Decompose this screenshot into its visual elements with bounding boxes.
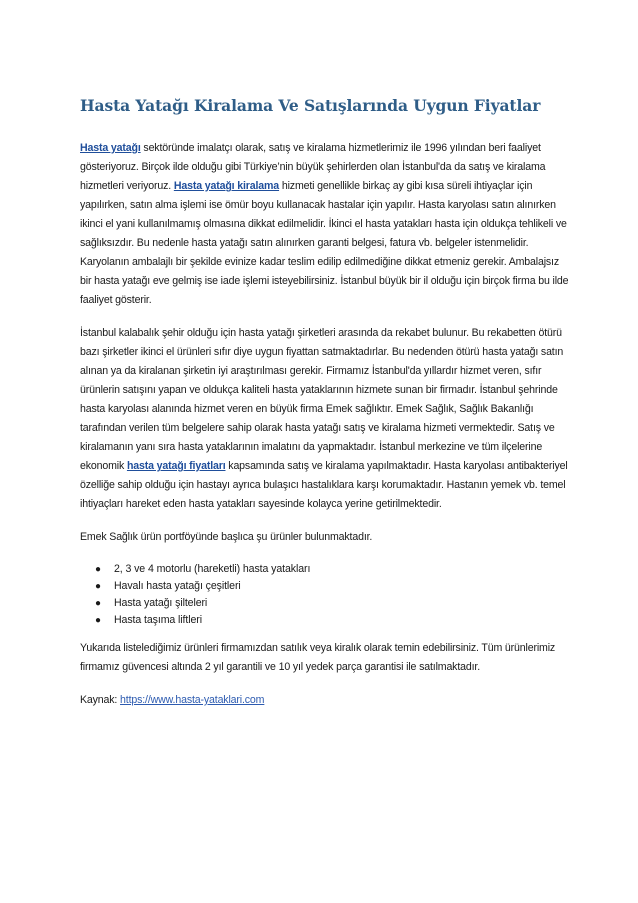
bullet-icon: ●: [95, 564, 101, 575]
hasta-yatagi-fiyatlari-link[interactable]: hasta yatağı fiyatları: [126, 460, 226, 472]
product-label: 2, 3 ve 4 motorlu (hareketli) hasta yatakları: [114, 563, 311, 575]
bullet-icon: ●: [95, 615, 101, 626]
guarantee-paragraph: Yukarıda listelediğimiz ürünleri firmamızdan satılık veya kiralık olarak temin edebilirsiniz. Tüm ürünlerimiz firmamız güvencesi altında 2 yıl garantili ve 10 yıl yedek parça garantisi ile satılmaktadır.: [80, 642, 556, 673]
product-label: Hasta taşıma liftleri: [114, 614, 202, 626]
intro-text-2: hizmeti genellikle birkaç ay gibi kısa süreli ihtiyaçlar için yapılırken, satın alma işlemi ise ömür boyu kullanacak hastalar için yapılır. Hasta karyolası satın alınırken ikinci el yani kullanılmamış olmasına dikkat edilmelidir. İkinci el hasta yatakları hasta için oldukça tehlikeli ve sağlıksızdır. Bu nedenle hasta yatağı satın alınırken garanti belgesi, fatura vb. belgeler istenmelidir. Karyolanın ambalajlı bir şekilde evinize kadar teslim edilip edilmediğine dikkat etmeniz gerekir. Ambalajsız bir hasta yatağı eve gelmiş ise iade işlemi isteyebilirsiniz. İstanbul büyük bir il olduğu için birçok firma bu ilde faaliyet gösterir.: [80, 180, 569, 306]
hasta-yatagi-link[interactable]: Hasta yatağı: [80, 142, 141, 154]
intro-paragraph: [80, 139, 570, 310]
product-list: [80, 561, 570, 629]
list-item: [80, 578, 570, 595]
list-item: [80, 561, 570, 578]
list-item: [80, 612, 570, 629]
product-label: Hasta yatağı şilteleri: [114, 597, 208, 609]
istanbul-text-2: kapsamında satış ve kiralama yapılmaktadır. Hasta karyolası antibakteriyel özelliğe sahip olduğu için hastayı ayrıca bulaşıcı hastalıklara karşı korumaktadır. Hastanın yemek vb. temel ihtiyaçları hareket eden hasta yatakları sayesinde kolayca yerine getirilmektedir.: [80, 460, 568, 510]
source-line: [80, 691, 570, 710]
portfolio-intro-paragraph: Emek Sağlık ürün portföyünde başlıca şu ürünler bulunmaktadır.: [80, 531, 373, 543]
bullet-icon: ●: [95, 598, 101, 609]
document-page: [80, 96, 570, 724]
intro-text-1: sektöründe imalatçı olarak, satış ve kiralama hizmetlerimiz ile 1996 yılından beri faaliyet gösteriyoruz. Birçok ilde olduğu gibi Türkiye’nin büyük şehirlerden olan İstanbul'da da satış ve kiralama hizmetleri veriyoruz.: [80, 142, 546, 192]
bullet-icon: ●: [95, 581, 101, 592]
list-item: [80, 595, 570, 612]
source-label: Kaynak:: [80, 694, 121, 706]
istanbul-paragraph: [80, 324, 570, 514]
hasta-yatagi-kiralama-link[interactable]: Hasta yatağı kiralama: [173, 180, 280, 192]
istanbul-text-1: İstanbul kalabalık şehir olduğu için hasta yatağı şirketleri arasında da rekabet bulunur. Bu rekabetten ötürü bazı şirketler ikinci el ürünleri sıfır diye uygun fiyattan satmaktadırlar. Bu nedenden ötürü hasta yatağı satın alınan ya da kiralanan şirketin iyi araştırılması gerekir. Firmamız İstanbul'da yıllardır hizmet veren, sıfır ürünlerin satışını yapan ve oldukça kaliteli hasta yataklarının hizmete sunan bir firmadır. İstanbul şehrinde hasta karyolası alanında hizmet veren en büyük firma Emek sağlıktır. Emek Sağlık, Sağlık Bakanlığı tarafından verilen tüm belgelere sahip olarak hasta yatağı satış ve kiralama hizmeti vermektedir. Satış ve kiralamanın yanı sıra hasta yataklarının imalatını da yapmaktadır. İstanbul merkezine ve tüm ilçelerine ekonomik: [80, 327, 564, 472]
page-title: Hasta Yatağı Kiralama Ve Satışlarında Uygun Fiyatlar: [80, 96, 541, 115]
source-url-link[interactable]: https://www.hasta-yataklari.com: [120, 694, 265, 706]
product-label: Havalı hasta yatağı çeşitleri: [114, 580, 241, 592]
